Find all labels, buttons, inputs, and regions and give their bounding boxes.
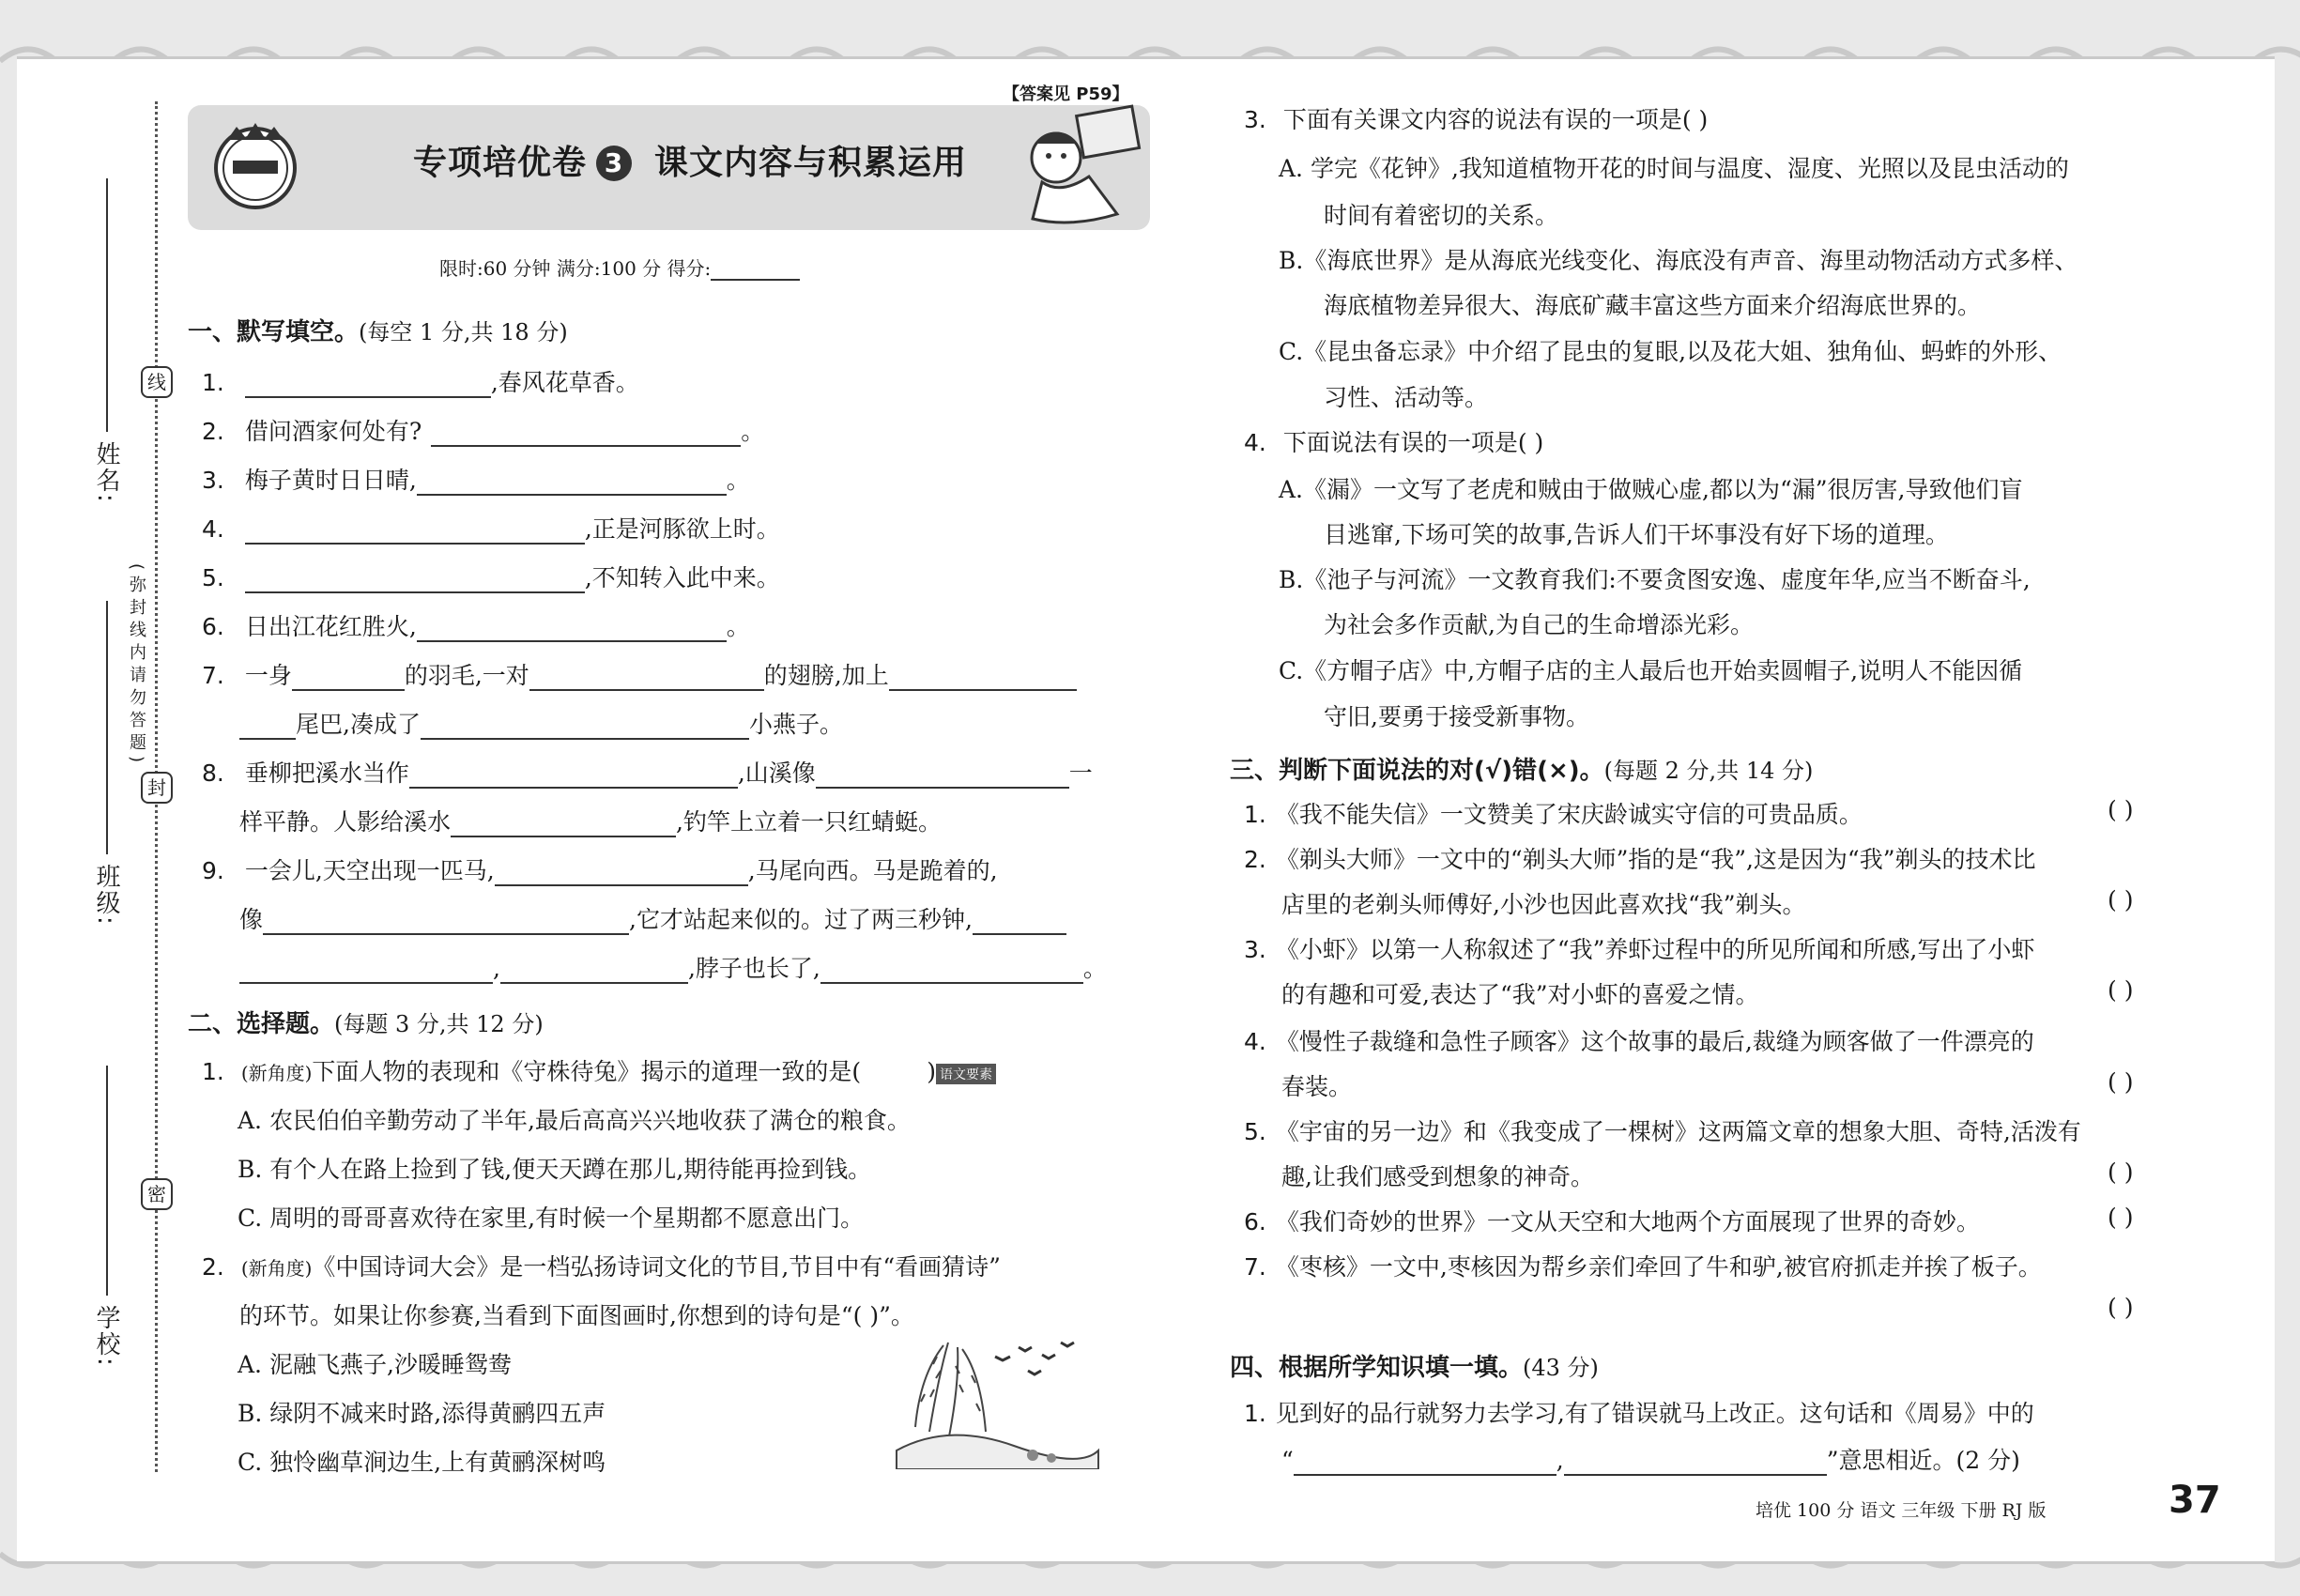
blank[interactable]: [1564, 1450, 1827, 1476]
item-text: ,钓竿上立着一只红蜻蜓。: [676, 808, 942, 836]
item-number: 9.: [202, 857, 224, 884]
blank[interactable]: [263, 909, 629, 935]
choice-q2-stem: [202, 1249, 1001, 1282]
item-text: ,: [493, 955, 500, 982]
item-number: 1.: [202, 369, 224, 396]
class-field[interactable]: [106, 601, 108, 854]
time-score-info: 限时:60 分钟 满分:100 分 得分:: [439, 257, 712, 280]
school-field[interactable]: [106, 1066, 108, 1296]
judge-item-5-cont: 趣,让我们感受到想象的神奇。: [1281, 1163, 1594, 1190]
title-number-badge: 3: [596, 146, 632, 181]
item-text: 小燕子。: [748, 711, 843, 738]
fill-item-6: [202, 608, 750, 642]
item-number: 4.: [1244, 1028, 1266, 1055]
item-number: 3.: [1244, 106, 1266, 133]
item-text: 像: [239, 906, 264, 933]
fill-item-3: [202, 462, 750, 496]
item-text: 《我们奇妙的世界》一文从天空和大地两个方面展现了世界的奇妙。: [1275, 1208, 1980, 1235]
item-text: ,不知转入此中来。: [584, 564, 780, 591]
item-text: ,脖子也长了,: [687, 955, 820, 982]
judge-answer-3[interactable]: ( ): [2108, 976, 2134, 1004]
item-text: 尾巴,凑成了: [296, 711, 421, 738]
fill-item-7-cont: [239, 706, 843, 740]
blank[interactable]: [529, 665, 764, 691]
item-text: 《我不能失信》一文赞美了宋庆龄诚实守信的可贵品质。: [1275, 801, 1863, 828]
choice-q1-option-b[interactable]: B. 有个人在路上捡到了钱,便天天蹲在那儿,期待能再捡到钱。: [238, 1156, 872, 1183]
answer-reference: 【答案见 P59】: [1003, 81, 1129, 106]
judge-answer-5[interactable]: ( ): [2108, 1159, 2134, 1186]
fill-item-5: [202, 560, 780, 593]
choice-q3-option-c-cont: 习性、活动等。: [1324, 384, 1489, 411]
item-text: “: [1281, 1447, 1294, 1474]
judge-item-6: [1244, 1204, 1980, 1237]
test-meta: [439, 253, 800, 281]
judge-item-2-cont: 店里的老剃头师傅好,小沙也因此喜欢找“我”剃头。: [1281, 891, 1806, 918]
judge-item-1: [1244, 796, 1863, 830]
item-text: ,马尾向西。马是跪着的,: [747, 857, 998, 884]
binding-mark-dense: 密: [141, 1178, 173, 1210]
title-prefix: 专项培优卷: [413, 144, 588, 182]
judge-item-7: [1244, 1249, 2042, 1282]
fill-item-9-cont: [239, 901, 1066, 935]
blank[interactable]: [889, 665, 1077, 691]
section-2-heading: 二、选择题。: [188, 1010, 335, 1038]
judge-answer-6[interactable]: ( ): [2108, 1204, 2134, 1231]
item-text: ): [927, 1058, 936, 1085]
choice-q4-option-b-cont: 为社会多作贡献,为自己的生命增添光彩。: [1324, 611, 1754, 638]
judge-answer-1[interactable]: ( ): [2108, 796, 2134, 823]
item-number: 5.: [202, 564, 224, 591]
item-number: 2.: [202, 418, 224, 445]
item-text: 一身: [244, 662, 292, 689]
name-label: 姓名:: [92, 441, 120, 504]
item-number: 3.: [1244, 936, 1266, 963]
item-text: 梅子黄时日日晴,: [244, 467, 417, 494]
choice-q2-option-a[interactable]: A. 泥融飞燕子,沙暖睡鸳鸯: [238, 1351, 512, 1378]
item-text: ,正是河豚欲上时。: [584, 515, 780, 543]
section-1-heading: 一、默写填空。: [188, 318, 360, 346]
item-number: 2.: [1244, 846, 1266, 873]
item-text: 日出江花红胜火,: [244, 613, 417, 640]
blank[interactable]: [409, 762, 738, 789]
fill-item-1: [202, 364, 639, 398]
page-number: 37: [2169, 1479, 2221, 1522]
blank[interactable]: [431, 421, 741, 447]
choice-q3-option-a[interactable]: A. 学完《花钟》,我知道植物开花的时间与温度、湿度、光照以及昆虫活动的: [1279, 155, 2069, 182]
item-text: ”意思相近。(2 分): [1826, 1447, 2020, 1474]
willow-and-birds-illustration: [892, 1338, 1103, 1469]
blank[interactable]: [417, 469, 727, 496]
blank[interactable]: [816, 762, 1069, 789]
blank[interactable]: [245, 372, 491, 398]
item-text: 下面人物的表现和《守株待兔》揭示的道理一致的是(: [312, 1058, 862, 1085]
item-text: 样平静。人影给溪水: [239, 808, 452, 836]
choice-q2-stem-cont: 的环节。如果让你参赛,当看到下面图画时,你想到的诗句是“( )”。: [239, 1302, 914, 1329]
blank[interactable]: [495, 860, 748, 886]
fill-item-9-cont2: [239, 950, 1107, 984]
item-text: ,: [1556, 1447, 1564, 1474]
item-number: 1.: [1244, 1400, 1266, 1427]
item-text: 借问酒家何处有?: [244, 418, 422, 445]
item-text: 。: [741, 418, 765, 445]
school-label: 学校:: [92, 1305, 120, 1368]
name-field[interactable]: [106, 178, 108, 432]
blank[interactable]: [239, 958, 493, 984]
choice-q3-option-c[interactable]: C.《昆虫备忘录》中介绍了昆虫的复眼,以及花大姐、独角仙、蚂蚱的外形、: [1279, 338, 2062, 365]
choice-q3-stem: [1244, 101, 1708, 135]
page-footer: 培优 100 分 语文 三年级 下册 RJ 版: [1756, 1500, 2047, 1521]
blank[interactable]: [239, 714, 296, 740]
blank[interactable]: [1294, 1450, 1556, 1476]
choice-q3-option-a-cont: 时间有着密切的关系。: [1324, 202, 1559, 229]
item-number: 1.: [1244, 801, 1266, 828]
item-text: 下面说法有误的一项是( ): [1282, 429, 1544, 456]
judge-answer-7[interactable]: ( ): [2108, 1294, 2134, 1321]
title-main: 课文内容与积累运用: [654, 144, 968, 182]
judge-item-3-cont: 的有趣和可爱,表达了“我”对小虾的喜爱之情。: [1281, 981, 1759, 1008]
section-1-note: (每空 1 分,共 18 分): [359, 319, 568, 345]
section-4-heading: 四、根据所学知识填一填。: [1230, 1354, 1524, 1382]
page-title: [413, 136, 967, 184]
blank[interactable]: [421, 714, 749, 740]
item-number: 3.: [202, 467, 224, 494]
choice-q4-option-a[interactable]: A.《漏》一文写了老虎和贼由于做贼心虚,都以为“漏”很厉害,导致他们盲: [1279, 476, 2023, 503]
fill-item-8: [202, 755, 1093, 789]
choice-q2-option-b[interactable]: B. 绿阴不减来时路,添得黄鹂四五声: [238, 1400, 606, 1427]
choice-q3-option-b[interactable]: B.《海底世界》是从海底光线变化、海底没有声音、海里动物活动方式多样、: [1279, 247, 2078, 274]
choice-q4-option-a-cont: 目逃窜,下场可笑的故事,告诉人们干坏事没有好下场的道理。: [1324, 521, 1949, 548]
item-number: 7.: [1244, 1253, 1266, 1281]
item-text: 。: [726, 467, 750, 494]
binding-mark-line: 线: [141, 366, 173, 398]
fill-q4-1-cont: [1281, 1442, 2020, 1476]
class-label: 班级:: [92, 864, 120, 927]
blank[interactable]: [245, 518, 585, 545]
judge-item-2: [1244, 841, 2036, 875]
blank[interactable]: [292, 665, 405, 691]
section-2-note: (每题 3 分,共 12 分): [334, 1011, 544, 1037]
item-text: 。: [1082, 955, 1107, 982]
binding-warning-text: (弥封线内请勿答题): [127, 563, 146, 769]
item-text: 。: [726, 613, 750, 640]
fill-item-4: [202, 511, 780, 545]
item-number: 6.: [1244, 1208, 1266, 1235]
language-element-badge: 语文要素: [936, 1064, 996, 1084]
section-2-title: [188, 1005, 544, 1039]
item-number: 6.: [202, 613, 224, 640]
item-text: ,它才站起来似的。过了两三秒钟,: [629, 906, 973, 933]
item-text: 垂柳把溪水当作: [244, 760, 409, 787]
choice-q1-option-c[interactable]: C. 周明的哥哥喜欢待在家里,有时候一个星期都不愿意出门。: [238, 1205, 865, 1232]
angle-tag: (新角度): [240, 1062, 313, 1084]
judge-answer-4[interactable]: ( ): [2108, 1068, 2134, 1096]
item-text: 《慢性子裁缝和急性子顾客》这个故事的最后,裁缝为顾客做了一件漂亮的: [1275, 1028, 2034, 1055]
item-text: ,山溪像: [737, 760, 816, 787]
judge-item-5: [1244, 1113, 2081, 1147]
binding-mark-seal: 封: [141, 772, 173, 804]
item-text: 《中国诗词大会》是一档弘扬诗词文化的节目,节目中有“看画猜诗”: [312, 1253, 1001, 1281]
blank[interactable]: [451, 811, 676, 837]
item-number: 4.: [202, 515, 224, 543]
blank[interactable]: [417, 616, 727, 642]
section-3-note: (每题 2 分,共 14 分): [1603, 758, 1814, 784]
item-text: 《剃头大师》一文中的“剃头大师”指的是“我”,这是因为“我”剃头的技术比: [1275, 846, 2036, 873]
item-number: 4.: [1244, 429, 1266, 456]
choice-q4-option-c[interactable]: C.《方帽子店》中,方帽子店的主人最后也开始卖圆帽子,说明人不能因循: [1279, 657, 2023, 684]
item-number: 8.: [202, 760, 224, 787]
item-number: 2.: [202, 1253, 224, 1281]
item-text: 《宇宙的另一边》和《我变成了一棵树》这两篇文章的想象大胆、奇特,活泼有: [1275, 1118, 2081, 1145]
blank[interactable]: [245, 567, 585, 593]
blank[interactable]: [500, 958, 688, 984]
item-text: 见到好的品行就努力去学习,有了错误就马上改正。这句话和《周易》中的: [1275, 1400, 2034, 1427]
item-text: 的翅膀,加上: [763, 662, 889, 689]
fill-item-8-cont: [239, 804, 942, 837]
fill-item-2: [202, 413, 764, 447]
judge-item-4: [1244, 1023, 2034, 1057]
section-3-title: [1230, 751, 1813, 786]
section-3-heading: 三、判断下面说法的对(√)错(×)。: [1230, 757, 1604, 785]
item-number: 7.: [202, 662, 224, 689]
blank[interactable]: [973, 909, 1066, 935]
judge-item-4-cont: 春装。: [1281, 1073, 1353, 1100]
publisher-logo-icon: [208, 119, 302, 213]
fill-item-9: [202, 852, 998, 886]
choice-q4-option-b[interactable]: B.《池子与河流》一文教育我们:不要贪图安逸、虚度年华,应当不断奋斗,: [1279, 566, 2031, 593]
item-text: 的羽毛,一对: [404, 662, 529, 689]
item-text: ,春风花草香。: [490, 369, 639, 396]
item-text: 《枣核》一文中,枣核因为帮乡亲们牵回了牛和驴,被官府抓走并挨了板子。: [1275, 1253, 2042, 1281]
choice-q1-stem: [202, 1053, 996, 1087]
fill-q4-1: [1244, 1395, 2034, 1429]
section-4-note: (43 分): [1523, 1355, 1599, 1381]
item-text: 下面有关课文内容的说法有误的一项是( ): [1282, 106, 1709, 133]
section-4-title: [1230, 1348, 1599, 1383]
item-number: 1.: [202, 1058, 224, 1085]
item-text: 一: [1068, 760, 1093, 787]
choice-q2-option-c[interactable]: C. 独怜幽草涧边生,上有黄鹂深树鸣: [238, 1449, 606, 1476]
judge-answer-2[interactable]: ( ): [2108, 886, 2134, 913]
score-field[interactable]: [711, 279, 800, 281]
section-1-title: [188, 313, 568, 347]
angle-tag: (新角度): [240, 1257, 313, 1280]
item-number: 5.: [1244, 1118, 1266, 1145]
fill-item-7: [202, 657, 1077, 691]
judge-item-3: [1244, 931, 2034, 965]
choice-q1-option-a[interactable]: A. 农民伯伯辛勤劳动了半年,最后高高兴兴地收获了满仓的粮食。: [238, 1107, 911, 1134]
blank[interactable]: [820, 958, 1083, 984]
choice-q3-option-b-cont: 海底植物差异很大、海底矿藏丰富这些方面来介绍海底世界的。: [1324, 292, 1982, 319]
choice-q4-option-c-cont: 守旧,要勇于接受新事物。: [1324, 703, 1589, 730]
item-text: 一会儿,天空出现一匹马,: [244, 857, 495, 884]
choice-q4-stem: [1244, 424, 1543, 458]
mascot-illustration: [976, 101, 1164, 233]
item-text: 《小虾》以第一人称叙述了“我”养虾过程中的所见所闻和所感,写出了小虾: [1275, 936, 2035, 963]
